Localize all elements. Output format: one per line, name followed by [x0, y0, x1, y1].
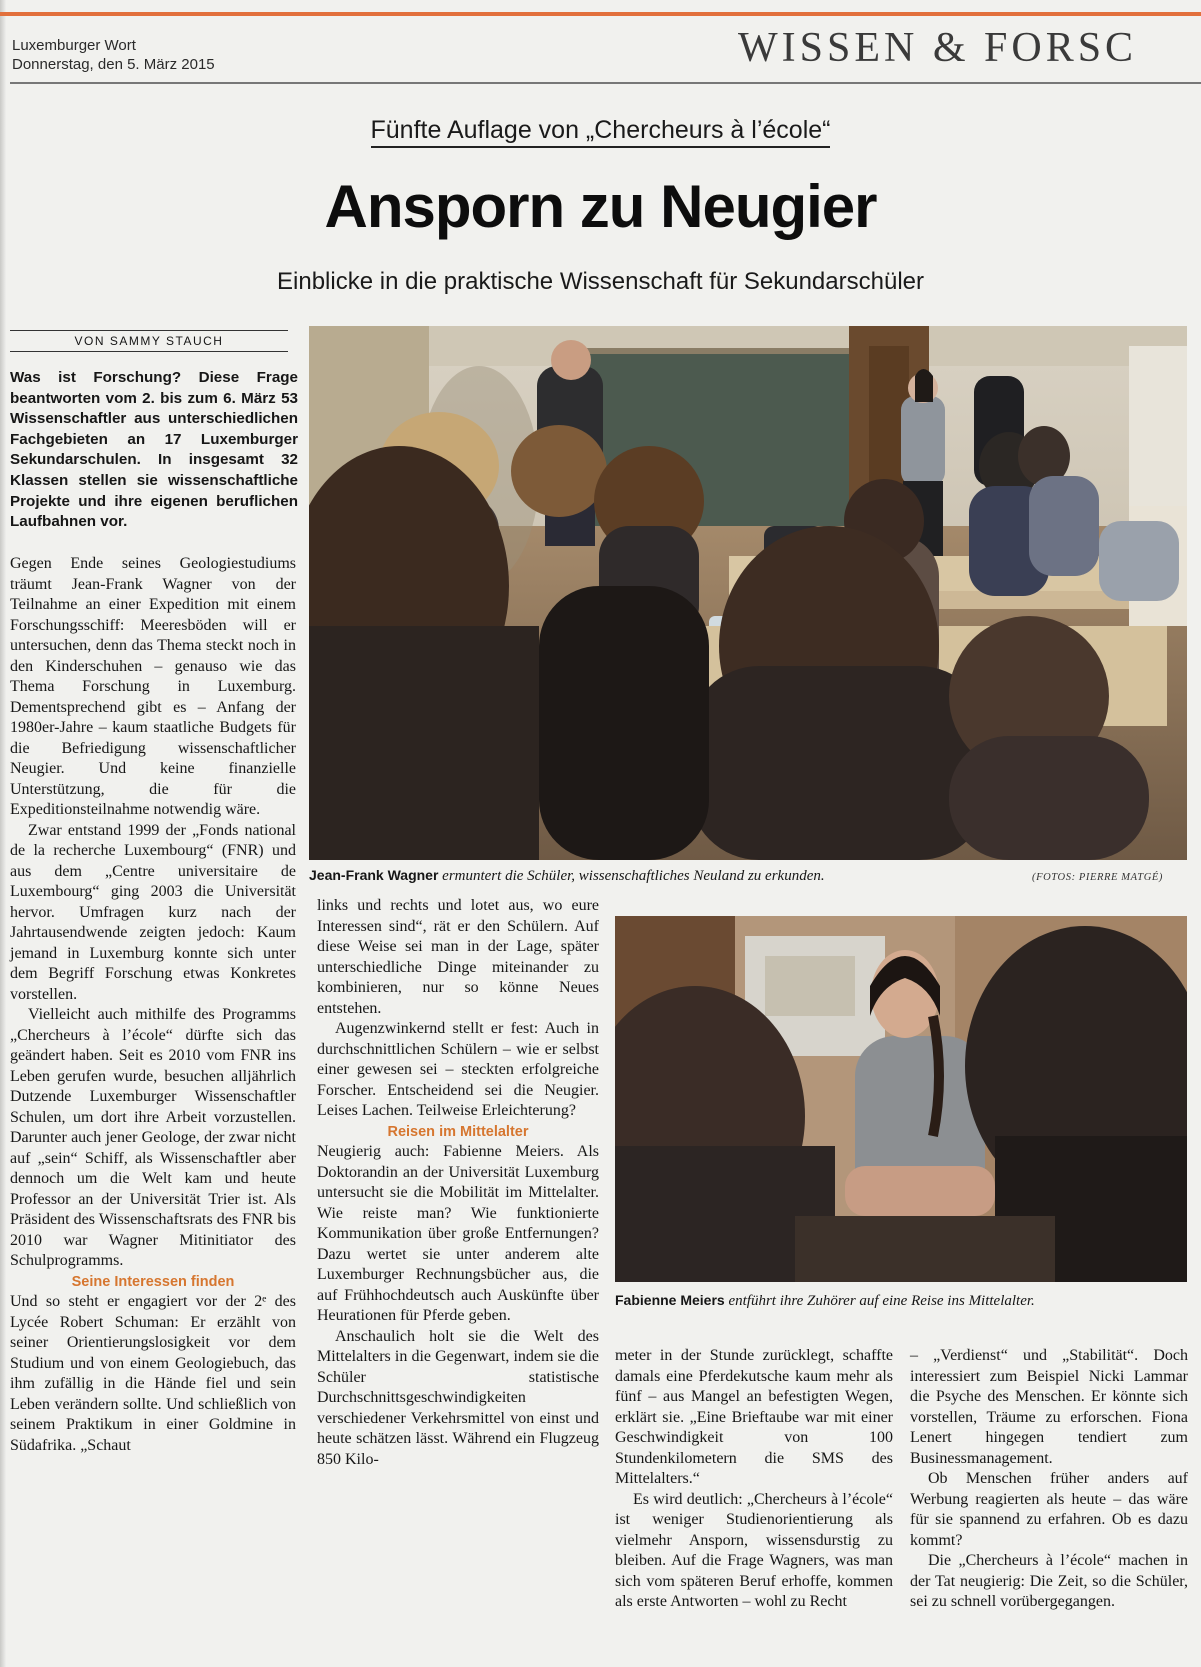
- subheading-mittelalter: Reisen im Mittelalter: [387, 1123, 529, 1140]
- article-headline: Ansporn zu Neugier: [324, 173, 877, 240]
- photo1-caption: [309, 866, 1029, 885]
- photo-credit: (FOTOS: PIERRE MATGÉ): [1032, 872, 1163, 883]
- col4-paragraph-3: Die „Chercheurs à l’école“ machen in der Tat neugierig: Die Zeit, so die Schüler, sei zu schnell vorübergegangen.: [910, 1552, 1188, 1610]
- col2-paragraph-3: Neugierig auch: Fabienne Meiers. Als Doktorandin an der Universität Luxemburg untersucht sie die Mobilität im Mittelalter. Wie reiste man? Wie funktionierte Kommunikation über große Entfernungen? Dazu wertet sie unter anderem alte Luxemburger Rechnungsbücher aus, die auf Frühhochdeutsch auch Auskünfte über Heurationen für Pferde geben.: [317, 1143, 599, 1324]
- photo1-caption-text: ermuntert die Schüler, wissenschaftliches Neuland zu erkunden.: [442, 868, 825, 884]
- column-4: [910, 1346, 1188, 1613]
- lead-paragraph: Was ist Forschung? Diese Frage beantworten vom 2. bis zum 6. März 53 Wissenschaftler aus unterschiedlichen Fachgebieten an 17 Luxemburger Sekundarschulen. In insgesamt 32 Klassen stellen sie wissenschaftliche Projekte und ihre eigenen beruflichen Laufbahnen vor.: [10, 369, 298, 531]
- col2-paragraph-2: Augenzwinkernd stellt er fest: Auch in durchschnittlichen Schülern – wie er selbst einer gewesen sei – steckten erfolgreiche Forscher. Entscheidend sei die Neugier. Leises Lachen. Teilweise Erleichterung?: [317, 1020, 599, 1119]
- photo2-caption-text: entführt ihre Zuhörer auf eine Reise ins Mittelalter.: [728, 1293, 1035, 1309]
- photo2-caption-name: Fabienne Meiers: [615, 1292, 725, 1308]
- photo2-caption: [615, 1291, 1187, 1310]
- masthead-rule: [10, 82, 1201, 84]
- col1-paragraph-1: Gegen Ende seines Geologiestudiums träumt Jean-Frank Wagner von der Teilnahme an einer Expedition mit einem Forschungsschiff: Meeresböden will er untersuchen, denn das Thema steckt noch in den Kinderschuhen – genauso wie das Thema Forschung in Luxemburg. Dementsprechend gibt es – Anfang der 1980er-Jahre – kaum staatliche Budgets für die Befriedigung wissenschaftlicher Neugier. Und keine finanzielle Unterstützung, die für die Expeditionsteilnahme notwendig wäre.: [10, 555, 296, 818]
- section-title: WISSEN & FORSC: [738, 25, 1138, 71]
- page-fold-shadow: [0, 0, 6, 1667]
- col4-paragraph-2: Ob Menschen früher anders auf Werbung reagierten als heute – das wäre für sie spannend zu erfahren. Ob es dazu kommt?: [910, 1470, 1188, 1549]
- speaker-photo: [615, 916, 1187, 1282]
- paper-name: Luxemburger Wort: [12, 37, 136, 54]
- photo1-caption-name: Jean-Frank Wagner: [309, 867, 439, 883]
- col1-paragraph-3: Vielleicht auch mithilfe des Programms „Chercheurs à l’école“ dürfte sich das geändert haben. Seit es 2010 vom FNR ins Leben gerufen wurde, besuchen alljährlich Dutzende Luxemburger Wissenschaftler Schulen, um dort ihre Arbeit vorzustellen. Darunter auch jener Geologe, der zwar nicht auf „sein“ Schiff, als Wissenschaftler aber dennoch um die Welt kam und heute Professor an der Universität Trier ist. Als Präsident des Wissenschaftsrats des FNR bis 2010 war Wagner Mitinitiator des Schulprogramms.: [10, 1006, 296, 1269]
- classroom-photo-illustration: [309, 326, 1187, 860]
- masthead-left: [12, 36, 215, 74]
- col3-paragraph-2: Es wird deutlich: „Chercheurs à l’école“ ist weniger Studienorientierung als vielmehr Ansporn, wissensdurstig zu bleiben. Auf die Frage Wagners, was man sich vom späteren Beruf erhoffe, kommen als erste Antworten – wohl zu Recht: [615, 1490, 893, 1610]
- col2-paragraph-4: Anschaulich holt sie die Welt des Mittelalters in die Gegenwart, indem sie die Schüler statistische Durchschnittsgeschwindigkeiten verschiedener Verkehrsmittel von einst und heute schätzen lässt. Während ein Flugzeug 850 Kilo-: [317, 1327, 599, 1468]
- col4-paragraph-1: – „Verdienst“ und „Stabilität“. Doch interessiert zum Beispiel Nicki Lammar die Psyche des Menschen. Er könnte sich vorstellen, Träume zu erforschen. Fiona Lenert hingegen tendiert zum Businessmanagement.: [910, 1347, 1188, 1467]
- byline: VON SAMMY STAUCH: [10, 330, 288, 352]
- issue-date: Donnerstag, den 5. März 2015: [12, 56, 215, 73]
- col2-paragraph-1: links und rechts und lotet aus, wo eure Interessen sind“, rät er den Schülern. Auf diese Weise sei man in der Lage, später unterschiedliche Dinge miteinander zu kombinieren, nur so könne Neues entstehen.: [317, 897, 599, 1017]
- subheading-interessen: Seine Interessen finden: [71, 1273, 235, 1290]
- classroom-photo: [309, 326, 1187, 860]
- col1-paragraph-2: Zwar entstand 1999 der „Fonds national de la recherche Luxembourg“ (FNR) und aus dem „Centre universitaire de Luxembourg“ ging 2003 die Universität hervor. Umfragen kurz nach der Jahrtausendwende zeigten jedoch: Kaum jemand in Luxemburg konnte sich unter dem Begriff Forschung etwas Konkretes vorstellen.: [10, 821, 296, 1003]
- article-kicker: Fünfte Auflage von „Chercheurs à l’école“: [0, 116, 1201, 145]
- column-2: [317, 896, 599, 1470]
- section-color-rule: [0, 12, 1201, 16]
- speaker-photo-illustration: [615, 916, 1187, 1282]
- col3-paragraph-1: meter in der Stunde zurücklegt, schaffte damals eine Pferdekutsche kaum mehr als fünf – aus Mangel an befestigten Wegen, erklärt sie. „Eine Brieftaube war mit einer Geschwindigkeit von 100 Stundenkilometern die SMS des Mittelalters.“: [615, 1347, 893, 1487]
- col1-paragraph-4: Und so steht er engagiert vor der 2ᵉ des Lycée Robert Schuman: Er erzählt von seiner Orientierungslosigkeit vor dem Studium und von einem Geologiebuch, das ihm zufällig in die Hände fiel und sein Leben verändern sollte. Und schließlich von seinem Praktikum in einer Goldmine in Südafrika. „Schaut: [10, 1293, 296, 1454]
- column-3: [615, 1346, 893, 1613]
- column-1: [10, 554, 296, 1456]
- article-subhead: Einblicke in die praktische Wissenschaft für Sekundarschüler: [277, 268, 924, 295]
